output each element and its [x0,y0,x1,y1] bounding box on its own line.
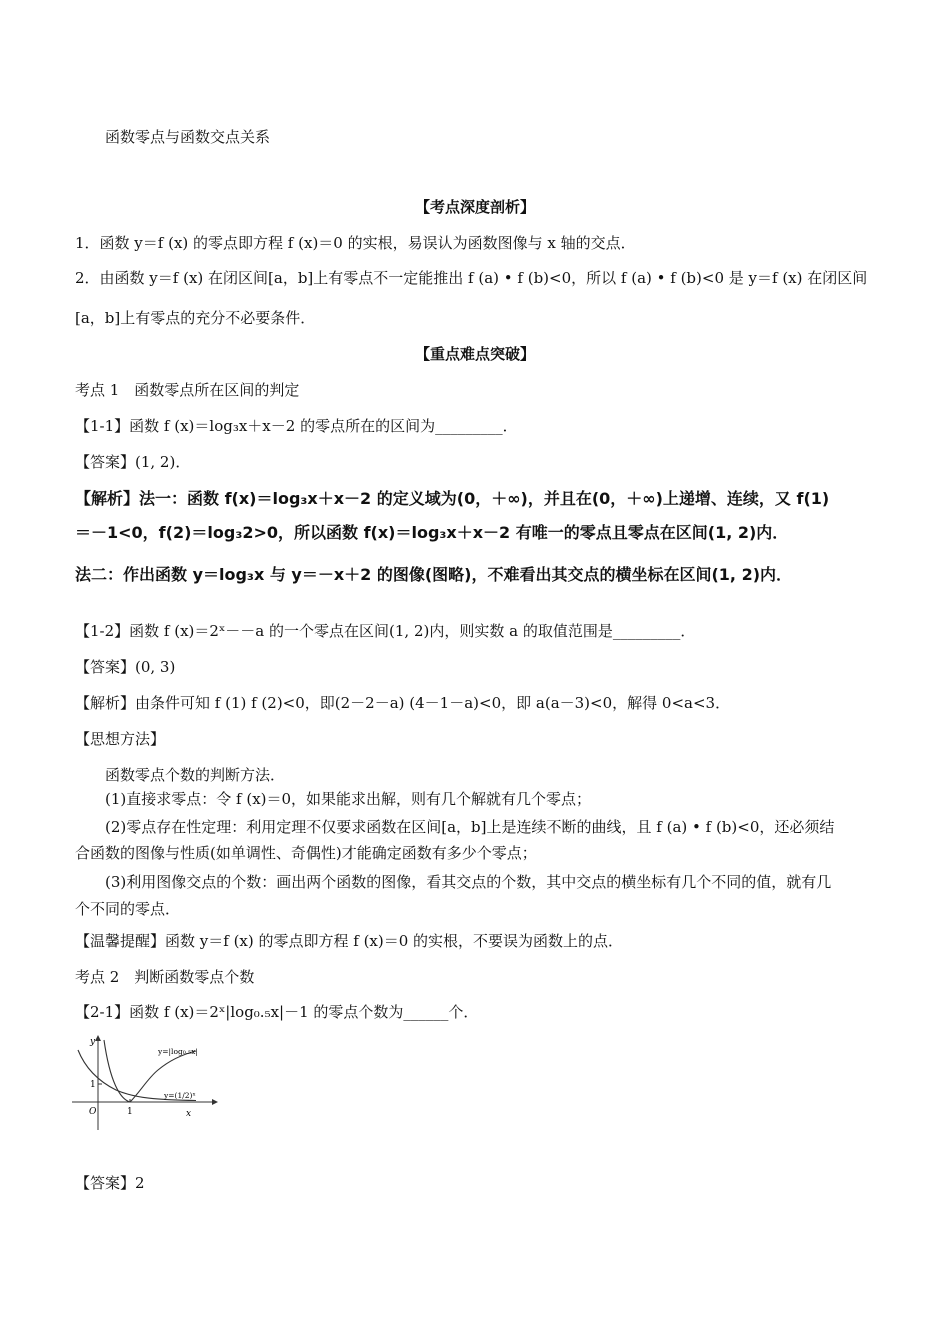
tip-text: 【温馨提醒】函数 y＝f (x) 的零点即方程 f (x)＝0 的实根，不要误为函数上的点． [75,932,624,950]
solution-1-2: 【解析】由条件可知 f (1) f (2)<0，即(2－2－a) (4－1－a)<0，即 a(a－3)<0，解得 0<a<3． [75,694,731,712]
question-1-2: 【1-2】函数 f (x)＝2ˣ－－a 的一个零点在区间(1, 2)内，则实数 a 的取值范围是_________． [75,622,696,640]
y-axis-arrow [95,1035,101,1041]
y-axis-label: y [90,1037,96,1047]
curve-abs-log-label: y=|log₀.₅x| [158,1047,198,1056]
doc-title: 函数零点与函数交点关系 [105,128,271,146]
method-2-line-1: (2)零点存在性定理：利用定理不仅要求函数在区间[a，b]上是连续不断的曲线，且 f (a) • f (b)<0，还必须结 [105,818,835,836]
answer-2-1: 【答案】2 [75,1174,145,1192]
solution-1-1-line-2: ＝－1<0，f(2)＝log₃2>0，所以函数 f(x)＝log₃x＋x－2 有唯一的零点且零点在区间(1, 2)内． [75,523,789,542]
curve-exponential-label: y=(1/2)ˣ [164,1091,196,1100]
method-1: (1)直接求零点：令 f (x)＝0，如果能求出解，则有几个解就有几个零点； [105,790,592,808]
function-graph-figure [72,1032,222,1132]
question-1-1: 【1-1】函数 f (x)＝log₃x＋x－2 的零点所在的区间为_________． [75,417,518,435]
answer-1-1: 【答案】(1, 2)． [75,453,191,471]
question-2-1: 【2-1】函数 f (x)＝2ˣ|log₀.₅x|－1 的零点个数为______个． [75,1003,479,1021]
method-3-line-2: 个不同的零点． [75,900,181,918]
answer-1-2: 【答案】(0, 3) [75,658,176,676]
solution-1-1-line-1: 【解析】法一：函数 f(x)＝log₃x＋x－2 的定义域为(0，＋∞)，并且在(0，＋∞)上递增、连续，又 f(1) [75,489,830,508]
x-one-label: 1 [127,1107,133,1117]
solution-1-1-line-3: 法二：作出函数 y＝log₃x 与 y＝－x＋2 的图像(图略)，不难看出其交点的横坐标在区间(1, 2)内． [75,565,793,584]
analysis-item-1: 1．函数 y＝f (x) 的零点即方程 f (x)＝0 的实根，易误认为函数图像与 x 轴的交点． [75,234,636,252]
section-heading-analysis: 【考点深度剖析】 [414,198,535,216]
point-2-title: 考点 2 判断函数零点个数 [75,968,255,986]
x-axis-arrow [212,1099,218,1105]
analysis-item-2-line-2: [a，b]上有零点的充分不必要条件． [75,309,316,327]
section-heading-breakthrough: 【重点难点突破】 [414,345,535,363]
method-3-line-1: (3)利用图像交点的个数：画出两个函数的图像，看其交点的个数，其中交点的横坐标有几个不同的值，就有几 [105,873,832,891]
method-2-line-2: 合函数的图像与性质(如单调性、奇偶性)才能确定函数有多少个零点； [75,844,537,862]
origin-label: O [89,1107,97,1117]
analysis-item-2-line-1: 2．由函数 y＝f (x) 在闭区间[a，b]上有零点不一定能推出 f (a) • f (b)<0，所以 f (a) • f (b)<0 是 y＝f (x) 在闭区间 [75,269,868,287]
method-intro: 函数零点个数的判断方法． [105,766,286,784]
point-1-title: 考点 1 函数零点所在区间的判定 [75,381,300,399]
method-heading: 【思想方法】 [75,730,166,748]
x-axis-label: x [186,1109,192,1119]
y-one-label: 1 [90,1080,96,1090]
